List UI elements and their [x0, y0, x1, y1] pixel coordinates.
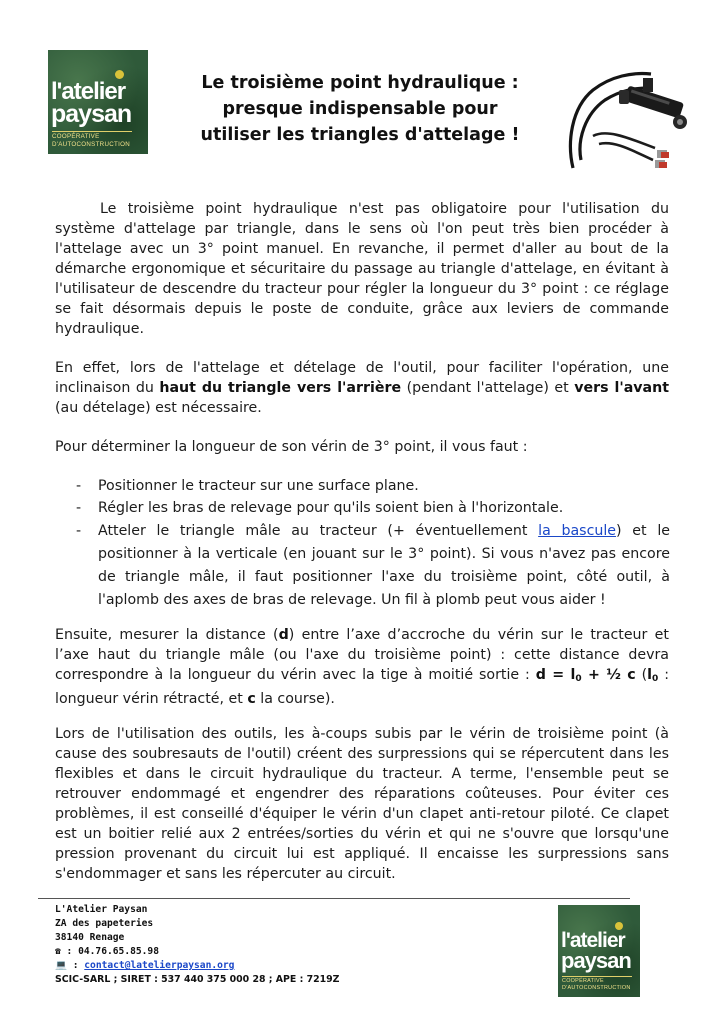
formula-part: d = l: [535, 667, 576, 683]
logo-subtitle: COOPÉRATIVE D'AUTOCONSTRUCTION: [562, 978, 631, 991]
text-run: la course).: [255, 691, 335, 707]
la-bascule-link[interactable]: la bascule: [538, 523, 617, 539]
list-item-text: Régler les bras de relevage pour qu'ils soient bien à l'horizontale.: [98, 500, 564, 516]
title-line-2: presque indispensable pour: [222, 99, 498, 119]
formula-subscript: 0: [575, 674, 582, 684]
formula-subscript: 0: [652, 674, 659, 684]
text-run: (au dételage) est nécessaire.: [55, 400, 262, 416]
bold-distance-d: d: [278, 627, 289, 643]
paragraph-inclinaison: [55, 358, 669, 418]
computer-icon: 💻: [55, 960, 67, 971]
phone-icon: ☎: [55, 946, 61, 957]
list-item-text: Atteler le triangle mâle au tracteur (+ éventuellement: [98, 523, 539, 539]
formula-part: l: [647, 667, 653, 683]
list-item: [76, 520, 670, 612]
bold-front-inclination: vers l'avant: [574, 380, 669, 396]
text-run: ) entre l’axe d’accroche du vérin sur le tracteur et l’axe haut du triangle mâle (ou l'axe du troisième point) : cette distance devra correspondre à la longueur du vérin avec la tige à moitié sortie :: [55, 627, 669, 683]
page-title: [160, 70, 560, 148]
text-run: (pendant l'attelage) et: [401, 380, 575, 396]
footer-email: [55, 959, 339, 973]
logo-subtitle: COOPÉRATIVE D'AUTOCONSTRUCTION: [52, 133, 130, 148]
atelier-paysan-logo: [558, 905, 640, 997]
hydraulic-cylinder-image: [563, 48, 693, 173]
email-link[interactable]: contact@latelierpaysan.org: [84, 960, 235, 971]
atelier-paysan-logo: [48, 50, 148, 154]
list-dash: -: [76, 500, 82, 516]
paragraph-measurement: [55, 625, 669, 709]
phone-number: : 04.76.65.85.98: [60, 946, 159, 957]
footer-legal: SCIC-SARL ; SIRET : 537 440 375 000 28 ; APE : 7219Z: [55, 974, 340, 985]
logo-word-paysan: paysan: [51, 100, 132, 128]
footer-phone: [55, 945, 339, 959]
footer-address-line-1: ZA des papeteries: [55, 918, 154, 929]
paragraph-intro: [55, 199, 669, 339]
logo-word-atelier: l'atelier: [51, 78, 126, 105]
formula-part: + ½ c: [581, 667, 636, 683]
logo-divider: [52, 131, 132, 132]
footer-company-name: L'Atelier Paysan: [55, 904, 148, 915]
logo-word-atelier: l'atelier: [561, 929, 625, 952]
list-dash: -: [76, 478, 82, 494]
text-run: En effet, lors de l'attelage et dételage de l'outil, pour faciliter l'opération, une inclinaison du: [55, 360, 669, 396]
footer-address-line-2: 38140 Renage: [55, 932, 125, 943]
bold-l0: [647, 667, 658, 683]
text-run: :: [66, 960, 85, 971]
bold-rear-inclination: haut du triangle vers l'arrière: [159, 380, 402, 396]
paragraph-clapet: Lors de l'utilisation des outils, les à-coups subis par le vérin de troisième point (à cause des soubresauts de l'outil) créent des surpressions qui se répercutent dans les flexibles et dans le circuit hydraulique du tracteur. A terme, l'ensemble peut se retrouver endommagé et engendrer des réparations coûteuses. Pour éviter ces problèmes, il est conseillé d'équiper le vérin d'un clapet anti-retour piloté. Ce clapet est un boitier relié aux 2 entrées/sorties du vérin et qui ne s'ouvre que lorsqu'une pression provenant du circuit lui est appliqué. Il encaisse les surpressions sans s'endommager et sans les répercuter au circuit.: [55, 726, 669, 882]
paragraph-steps-intro: Pour déterminer la longueur de son vérin de 3° point, il vous faut :: [55, 439, 528, 455]
bold-c: c: [247, 691, 256, 707]
logo-word-paysan: paysan: [561, 948, 631, 973]
footer-contact: [55, 903, 339, 987]
text-run: Ensuite, mesurer la distance (: [55, 627, 279, 643]
logo-divider: [562, 976, 632, 977]
list-item: [76, 498, 670, 518]
list-item-text: Positionner le tracteur sur une surface plane.: [98, 478, 419, 494]
footer-divider: [38, 898, 630, 899]
title-line-3: utiliser les triangles d'attelage !: [200, 125, 520, 145]
text-run: : longueur vérin rétracté, et: [55, 667, 669, 707]
formula: [536, 667, 636, 683]
steps-list: [76, 476, 670, 614]
text-run: (: [635, 667, 648, 683]
title-line-1: Le troisième point hydraulique :: [201, 73, 519, 93]
list-item-text: ) et le positionner à la verticale (en jouant sur le 3° point). Si vous n'avez pas encore de triangle mâle, il faut positionner l'axe du troisième point, côté outil, à l'aplomb des axes de bras de relevage. Un fil à plomb peut vous aider !: [98, 523, 670, 608]
list-dash: -: [76, 523, 82, 539]
paragraph-intro-text: Le troisième point hydraulique n'est pas obligatoire pour l'utilisation du système d'attelage par triangle, dans le sens où l'on peut très bien procéder à l'attelage avec un 3° point manuel. En revanche, il permet d'aller au bout de la démarche ergonomique et sécuritaire du passage au triangle d'attelage, en évitant à l'utilisateur de descendre du tracteur pour régler la longueur du 3° point : ce réglage se fait désormais depuis le poste de conduite, grâce aux leviers de commande hydraulique.: [55, 201, 669, 337]
list-item: [76, 476, 670, 496]
